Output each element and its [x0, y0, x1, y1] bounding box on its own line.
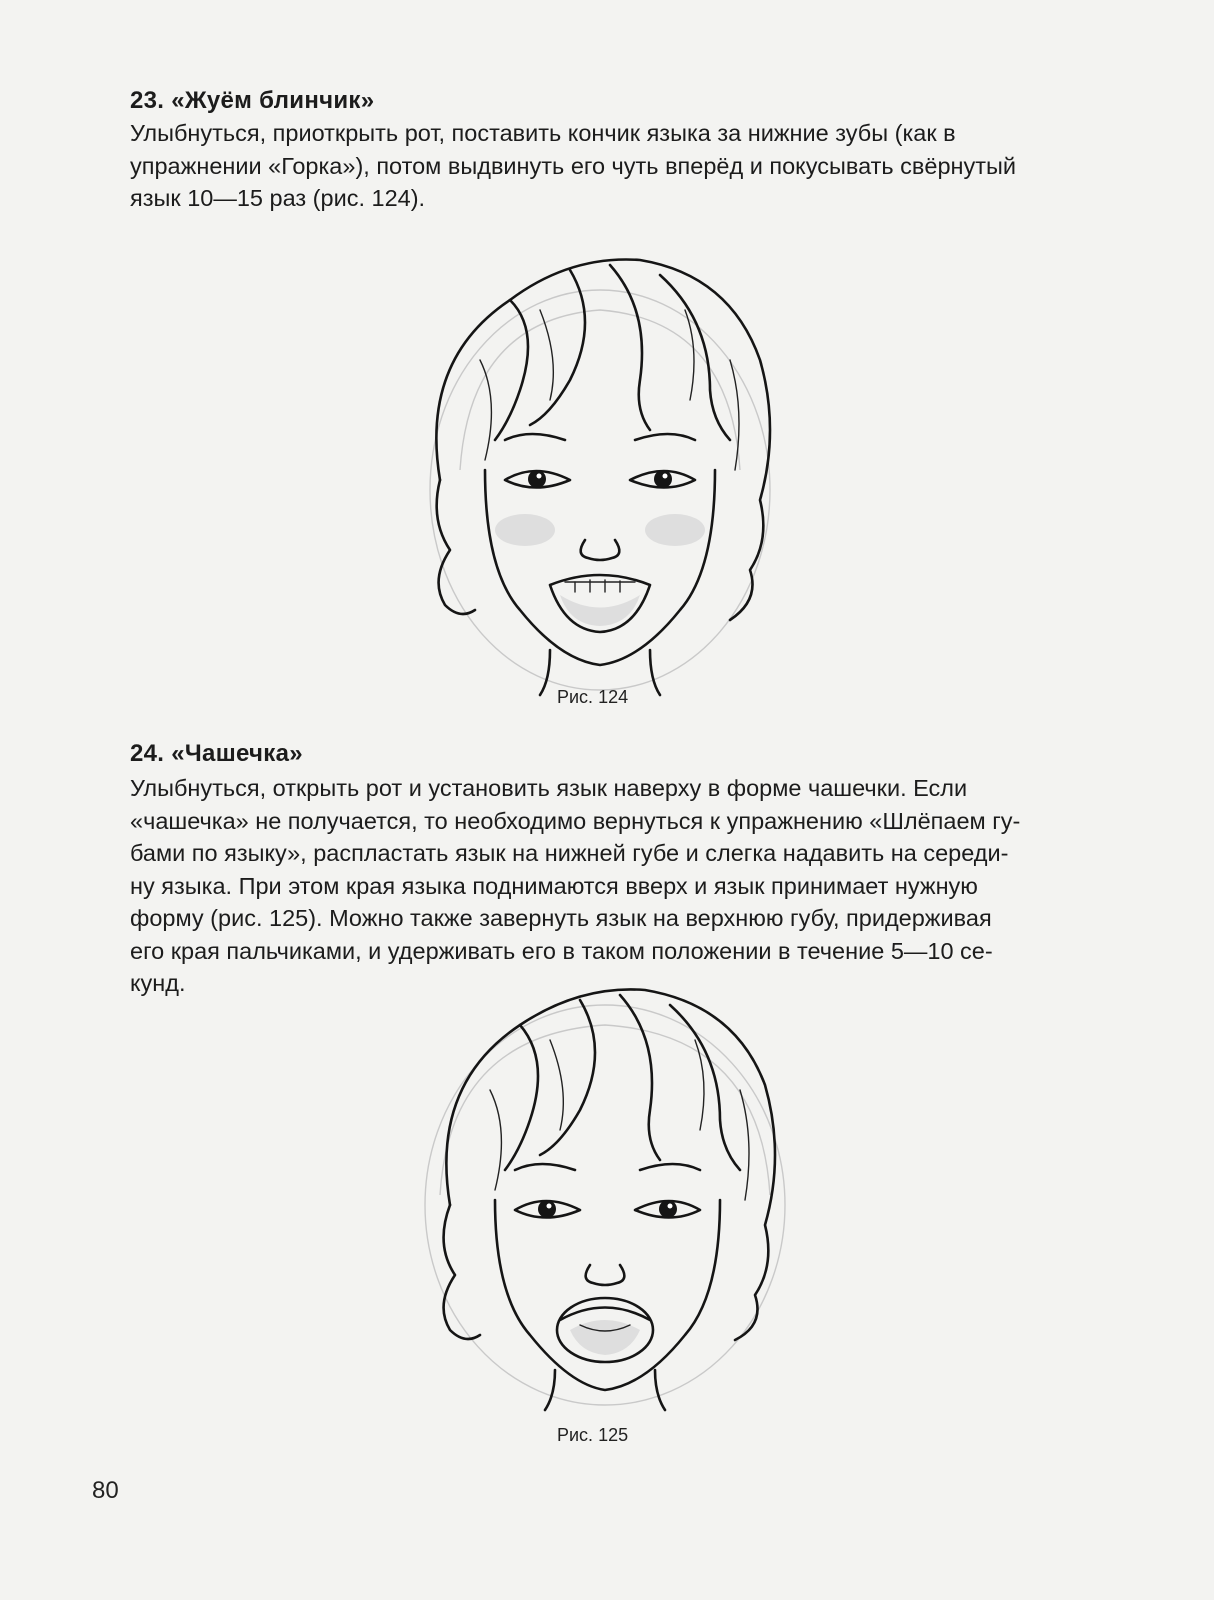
figure-124-illustration	[400, 240, 800, 700]
exercise-24-heading: 24. «Чашечка»	[130, 740, 303, 767]
figure-124-caption: Рис. 124	[557, 687, 629, 707]
exercise-24-line: форму (рис. 125). Можно также завернуть язык на верхнюю губу, придерживая	[130, 905, 992, 931]
page-number: 80	[92, 1477, 119, 1504]
exercise-24-text	[130, 772, 1095, 1000]
exercise-23-line: упражнении «Горка»), потом выдвинуть его чуть вперёд и покусывать свёрнутый	[130, 152, 1017, 179]
exercise-23-line: язык 10—15 раз (рис. 124).	[130, 185, 426, 211]
figure-125-caption: Рис. 125	[557, 1425, 629, 1445]
exercise-24-line: ну языка. При этом края языка поднимаются вверх и язык принимает нужную	[130, 872, 978, 899]
exercise-24-line: его края пальчиками, и удерживать его в таком положении в течение 5—10 се-	[130, 937, 993, 964]
exercise-24-line: кунд.	[130, 970, 186, 996]
exercise-23-line: Улыбнуться, приоткрыть рот, поставить кончик языка за нижние зубы (как в	[130, 120, 956, 146]
exercise-23-text	[130, 117, 1095, 215]
exercise-24-line: «чашечка» не получается, то необходимо вернуться к упражнению «Шлёпаем гу-	[130, 807, 1021, 834]
figure-125-illustration	[400, 975, 810, 1415]
exercise-23-heading: 23. «Жуём блинчик»	[130, 87, 375, 114]
exercise-24-line: бами по языку», распластать язык на нижней губе и слегка надавить на середи-	[130, 840, 1009, 866]
exercise-24-line: Улыбнуться, открыть рот и установить язык наверху в форме чашечки. Если	[130, 775, 968, 801]
